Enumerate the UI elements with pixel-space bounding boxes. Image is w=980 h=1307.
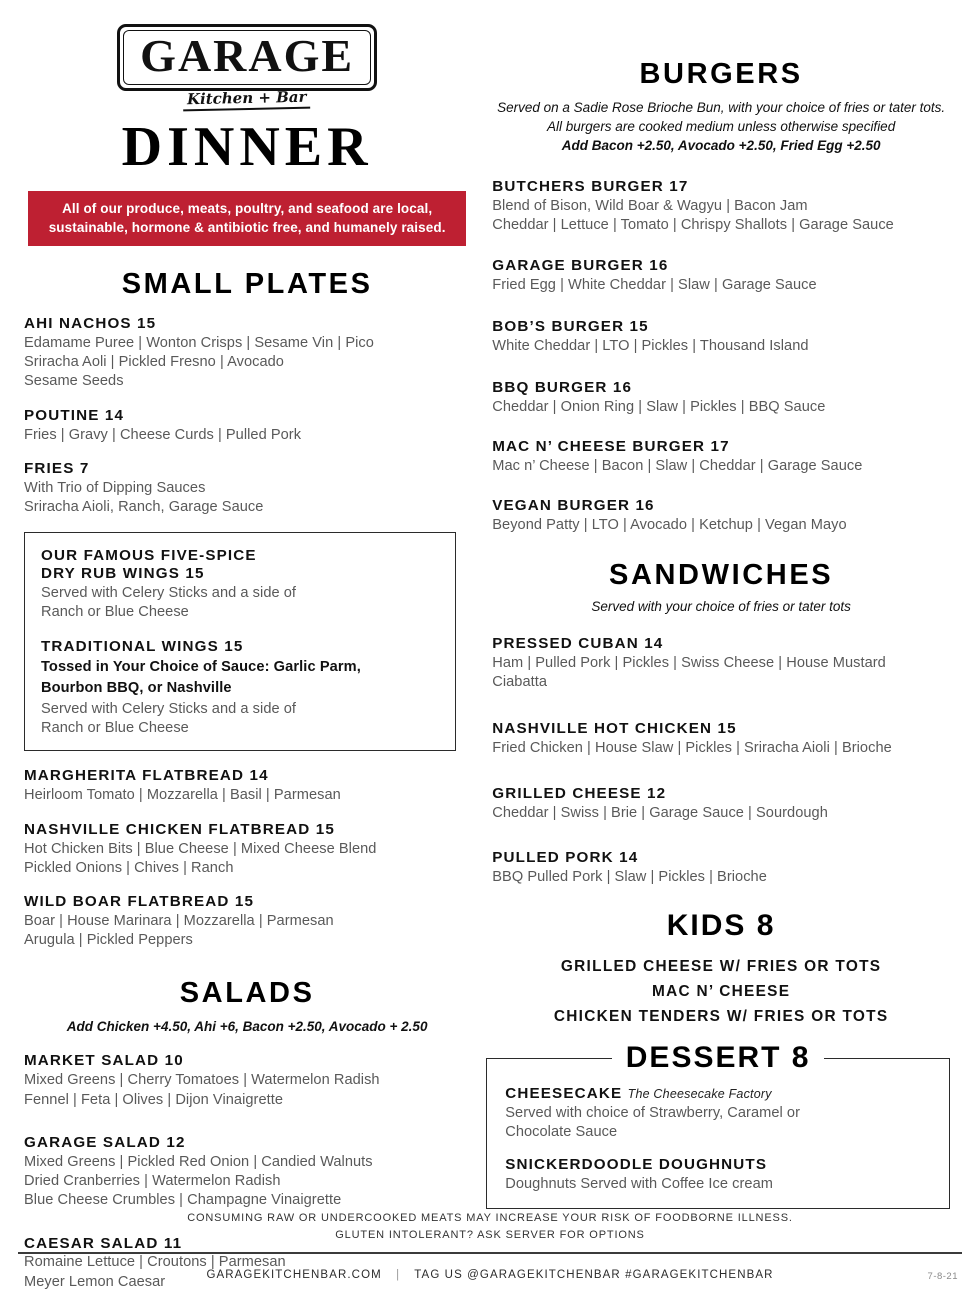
burgers-subtitle-2: All burgers are cooked medium unless otherwise specified xyxy=(547,118,896,134)
menu-item xyxy=(24,315,470,392)
menu-item xyxy=(492,785,964,823)
page-title: DINNER xyxy=(121,115,373,178)
item-desc-line: Heirloom Tomato | Mozzarella | Basil | Parmesan xyxy=(24,787,341,804)
section-title-burgers: BURGERS xyxy=(639,58,803,90)
kids-item: MAC N’ CHEESE xyxy=(651,982,791,1000)
item-desc-line: Ciabatta xyxy=(492,674,548,691)
item-name: BUTCHERS BURGER 17 xyxy=(492,177,689,195)
item-description xyxy=(41,584,439,623)
item-desc-line: Blend of Bison, Wild Boar & Wagyu | Bacon Jam xyxy=(492,197,808,214)
item-name: AHI NACHOS 15 xyxy=(24,315,157,333)
item-description xyxy=(24,786,470,805)
item-name: GARAGE BURGER 16 xyxy=(492,257,669,275)
section-title-small-plates: SMALL PLATES xyxy=(121,268,373,301)
menu-item xyxy=(492,379,964,417)
item-name xyxy=(505,1085,933,1103)
sandwiches-list xyxy=(478,635,964,887)
item-name: FRIES 7 xyxy=(24,459,90,477)
dessert-box xyxy=(486,1040,950,1210)
item-name: VEGAN BURGER 16 xyxy=(492,496,655,514)
item-description xyxy=(24,912,470,951)
menu-item xyxy=(24,1052,470,1109)
item-description xyxy=(492,739,964,758)
item-description xyxy=(492,398,964,417)
item-note-line: Bourbon BBQ, or Nashville xyxy=(41,679,232,696)
item-desc-line: Ranch or Blue Cheese xyxy=(41,604,189,621)
footer xyxy=(0,1210,980,1283)
item-name: GRILLED CHEESE 12 xyxy=(492,784,667,802)
item-name: NASHVILLE HOT CHICKEN 15 xyxy=(492,720,737,738)
menu-item xyxy=(24,821,470,878)
footer-bottom xyxy=(0,1265,980,1283)
item-desc-line: Sriracha Aoli | Pickled Fresno | Avocado xyxy=(24,354,284,371)
menu-item xyxy=(505,1156,933,1194)
logo-tagline: Kitchen + Bar xyxy=(183,88,311,112)
item-name: CAESAR SALAD 11 xyxy=(24,1234,183,1252)
item-desc-line: Cheddar | Onion Ring | Slaw | Pickles | BBQ Sauce xyxy=(492,399,826,416)
item-name: MARKET SALAD 10 xyxy=(24,1052,184,1070)
item-desc-line: Sesame Seeds xyxy=(24,373,124,390)
wings-box xyxy=(24,532,456,751)
item-desc-line: Dried Cranberries | Watermelon Radish xyxy=(24,1173,281,1190)
item-desc-line: Mac n’ Cheese | Bacon | Slaw | Cheddar | Garage Sauce xyxy=(492,457,863,474)
item-desc-line: Meyer Lemon Caesar xyxy=(24,1273,166,1290)
item-desc-line: Fried Chicken | House Slaw | Pickles | Sriracha Aioli | Brioche xyxy=(492,740,892,757)
menu-item xyxy=(492,497,964,535)
menu-item xyxy=(492,635,964,692)
item-desc-line: Beyond Patty | LTO | Avocado | Ketchup | Vegan Mayo xyxy=(492,516,847,533)
item-desc-line: Served with Celery Sticks and a side of xyxy=(41,700,297,717)
item-description xyxy=(492,516,964,535)
item-name: POUTINE 14 xyxy=(24,406,125,424)
footer-separator: | xyxy=(396,1269,401,1281)
footer-divider xyxy=(18,1252,962,1254)
item-name: SNICKERDOODLE DOUGHNUTS xyxy=(505,1156,768,1174)
item-name-note: The Cheesecake Factory xyxy=(627,1086,772,1101)
item-desc-line: Pickled Onions | Chives | Ranch xyxy=(24,859,234,876)
logo-frame xyxy=(117,24,377,91)
right-column xyxy=(470,0,964,1307)
item-desc-line: Cheddar | Swiss | Brie | Garage Sauce | Sourdough xyxy=(492,804,828,821)
kids-item: GRILLED CHEESE W/ FRIES OR TOTS xyxy=(560,957,882,975)
item-name: BBQ BURGER 16 xyxy=(492,379,633,397)
item-desc-line: White Cheddar | LTO | Pickles | Thousand Island xyxy=(492,338,809,355)
item-desc-line: Romaine Lettuce | Croutons | Parmesan xyxy=(24,1254,286,1271)
item-name: NASHVILLE CHICKEN FLATBREAD 15 xyxy=(24,820,335,838)
section-title-salads: SALADS xyxy=(179,976,315,1009)
menu-item xyxy=(24,460,470,517)
sourcing-banner xyxy=(28,191,466,246)
item-name: PULLED PORK 14 xyxy=(492,848,639,866)
item-description xyxy=(41,700,439,739)
item-desc-line: Arugula | Pickled Peppers xyxy=(24,932,193,949)
item-desc-line: BBQ Pulled Pork | Slaw | Pickles | Brioche xyxy=(492,868,767,885)
item-desc-line: Mixed Greens | Cherry Tomatoes | Watermelon Radish xyxy=(24,1072,380,1089)
menu-item xyxy=(492,438,964,476)
item-desc-line: Served with choice of Strawberry, Caramel or xyxy=(505,1104,800,1121)
item-name-line: DRY RUB WINGS 15 xyxy=(41,565,205,583)
item-description xyxy=(505,1104,933,1143)
menu-item xyxy=(24,1134,470,1211)
item-description xyxy=(492,337,964,356)
salads-subtitle: Add Chicken +4.50, Ahi +6, Bacon +2.50, Avocado + 2.50 xyxy=(66,1018,428,1034)
menu-item xyxy=(492,318,964,356)
item-description xyxy=(24,1153,470,1211)
item-description xyxy=(24,479,470,518)
item-desc-line: Chocolate Sauce xyxy=(505,1123,618,1140)
footer-warning-line-2: GLUTEN INTOLERANT? ASK SERVER FOR OPTIONS xyxy=(335,1229,645,1242)
item-desc-line: Fried Egg | White Cheddar | Slaw | Garage Sauce xyxy=(492,277,817,294)
item-desc-line: Served with Celery Sticks and a side of xyxy=(41,585,297,602)
item-description xyxy=(24,426,470,445)
burgers-list xyxy=(478,178,964,535)
item-desc-line: Ranch or Blue Cheese xyxy=(41,720,189,737)
item-description xyxy=(492,804,964,823)
item-description xyxy=(24,1071,470,1110)
item-desc-line: Blue Cheese Crumbles | Champagne Vinaigrette xyxy=(24,1192,342,1209)
item-note-line: Tossed in Your Choice of Sauce: Garlic Parm, xyxy=(41,658,361,675)
item-desc-line: With Trio of Dipping Sauces xyxy=(24,479,206,496)
item-description xyxy=(24,840,470,879)
left-column xyxy=(16,0,470,1307)
menu-item xyxy=(41,547,439,622)
item-desc-line: Boar | House Marinara | Mozzarella | Parmesan xyxy=(24,913,334,930)
dessert-title-text: DESSERT 8 xyxy=(612,1041,825,1074)
menu-item xyxy=(24,893,470,950)
item-desc-line: Mixed Greens | Pickled Red Onion | Candied Walnuts xyxy=(24,1153,373,1170)
item-description xyxy=(492,276,964,295)
item-name: PRESSED CUBAN 14 xyxy=(492,634,664,652)
burgers-subtitle-1: Served on a Sadie Rose Brioche Bun, with your choice of fries or tater tots. xyxy=(497,100,946,115)
section-title-dessert xyxy=(487,1041,949,1075)
footer-links xyxy=(206,1269,773,1281)
menu-item xyxy=(492,720,964,758)
menu-item xyxy=(41,638,439,739)
website-link[interactable]: GARAGEKITCHENBAR.COM xyxy=(206,1269,382,1281)
item-name-line: OUR FAMOUS FIVE-SPICE xyxy=(41,547,257,565)
item-name-text: CHEESECAKE xyxy=(505,1084,623,1102)
item-description xyxy=(24,334,470,392)
item-desc-line: Doughnuts Served with Coffee Ice cream xyxy=(505,1176,773,1193)
menu-item xyxy=(492,178,964,235)
banner-line-2: sustainable, hormone & antibiotic free, and humanely raised. xyxy=(48,219,446,235)
item-description xyxy=(492,197,964,236)
logo xyxy=(24,0,470,110)
item-sauce-note xyxy=(41,657,439,699)
item-desc-line: Sriracha Aioli, Ranch, Garage Sauce xyxy=(24,499,264,516)
item-description xyxy=(492,457,964,476)
footer-warning-line-1: CONSUMING RAW OR UNDERCOOKED MEATS MAY INCREASE YOUR RISK OF FOODBORNE ILLNESS. xyxy=(187,1212,793,1225)
item-description xyxy=(492,654,964,693)
kids-list xyxy=(478,955,964,1030)
logo-wordmark: GARAGE xyxy=(140,30,355,81)
item-desc-line: Ham | Pulled Pork | Pickles | Swiss Cheese | House Mustard xyxy=(492,654,886,671)
item-desc-line: Hot Chicken Bits | Blue Cheese | Mixed Cheese Blend xyxy=(24,840,377,857)
item-name: MAC N’ CHEESE BURGER 17 xyxy=(492,437,730,455)
item-desc-line: Edamame Puree | Wonton Crisps | Sesame Vin | Pico xyxy=(24,334,374,351)
item-desc-line: Cheddar | Lettuce | Tomato | Chrispy Shallots | Garage Sauce xyxy=(492,216,894,233)
revision-date: 7-8-21 xyxy=(927,1271,958,1282)
burgers-subtitle-3: Add Bacon +2.50, Avocado +2.50, Fried Egg +2.50 xyxy=(561,137,881,153)
section-title-sandwiches: SANDWICHES xyxy=(609,559,834,592)
sandwiches-subtitle: Served with your choice of fries or tater tots xyxy=(591,599,851,615)
item-name: BOB’S BURGER 15 xyxy=(492,318,649,336)
menu-item xyxy=(505,1085,933,1142)
menu-item xyxy=(24,767,470,805)
item-description xyxy=(492,868,964,887)
item-name xyxy=(41,547,439,583)
item-name: WILD BOAR FLATBREAD 15 xyxy=(24,893,255,911)
section-title-kids: KIDS 8 xyxy=(666,908,776,942)
item-name: MARGHERITA FLATBREAD 14 xyxy=(24,767,269,785)
item-name: GARAGE SALAD 12 xyxy=(24,1133,186,1151)
item-desc-line: Fries | Gravy | Cheese Curds | Pulled Pork xyxy=(24,426,302,443)
menu-item xyxy=(492,849,964,887)
social-handles[interactable]: TAG US @GARAGEKITCHENBAR #GARAGEKITCHENBAR xyxy=(414,1269,774,1281)
item-desc-line: Fennel | Feta | Olives | Dijon Vinaigrette xyxy=(24,1091,283,1108)
kids-item: CHICKEN TENDERS W/ FRIES OR TOTS xyxy=(553,1007,889,1025)
item-description xyxy=(505,1175,933,1194)
banner-line-1: All of our produce, meats, poultry, and seafood are local, xyxy=(62,200,433,216)
menu-item xyxy=(492,257,964,295)
item-name: TRADITIONAL WINGS 15 xyxy=(41,637,244,655)
menu-item xyxy=(24,407,470,445)
